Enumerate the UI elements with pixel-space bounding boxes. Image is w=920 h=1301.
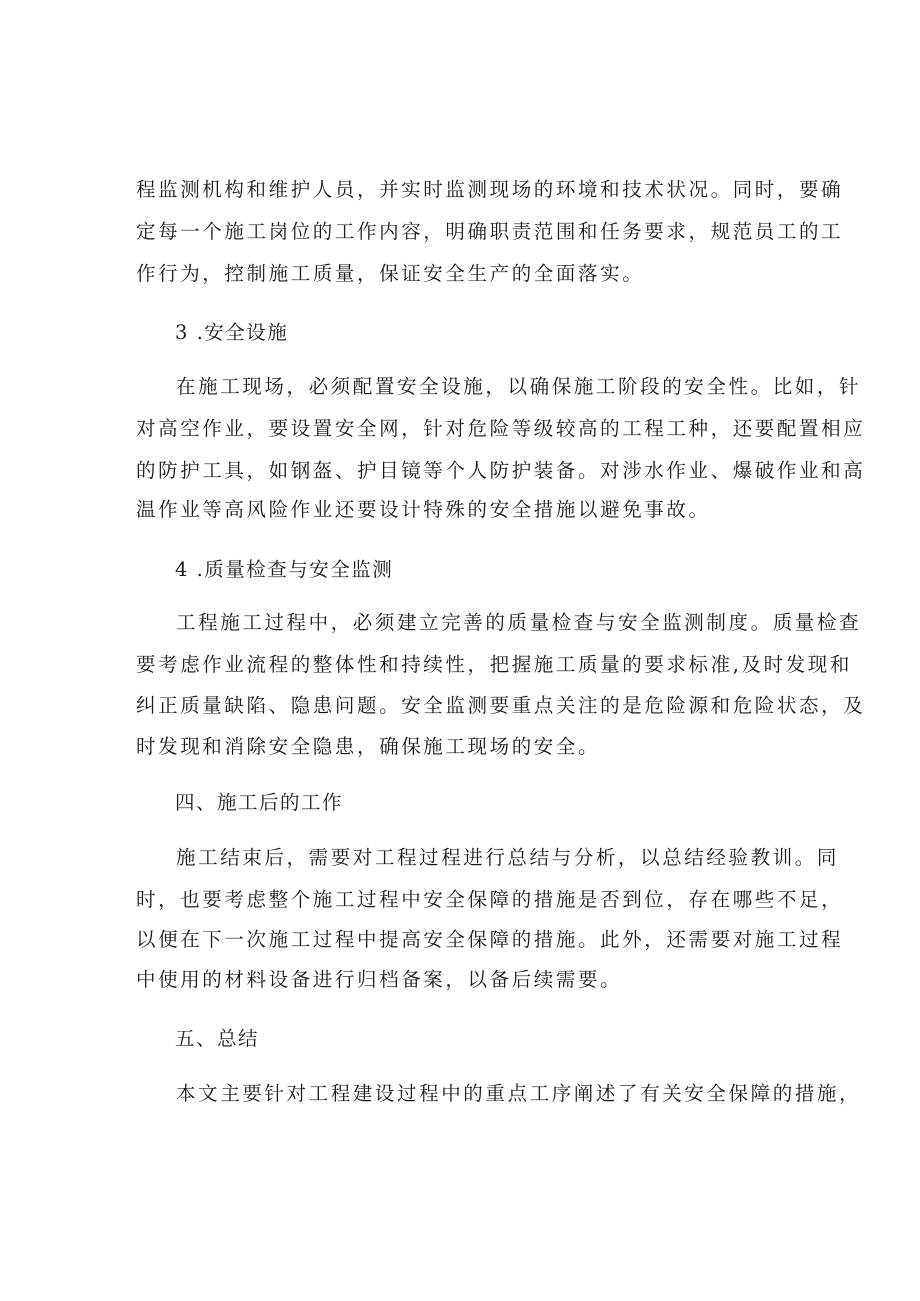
- paragraph-line: 的防护工具，如钢盔、护目镜等个人防护装备。对涉水作业、爆破作业和高: [136, 459, 866, 482]
- paragraph-line: 在施工现场，必须配置安全设施，以确保施工阶段的安全性。比如，针: [176, 375, 862, 398]
- paragraph-line: 作行为，控制施工质量，保证安全生产的全面落实。: [136, 262, 645, 285]
- paragraph-line: 时，也要考虑整个施工过程中安全保障的措施是否到位，存在哪些不足，: [136, 888, 844, 911]
- section-heading: 3 .安全设施: [175, 321, 289, 344]
- paragraph-line: 施工结束后，需要对工程过程进行总结与分析，以总结经验教训。同: [176, 846, 840, 869]
- paragraph-line: 对高空作业，要设置安全网，针对危险等级较高的工程工种，还要配置相应: [136, 417, 866, 440]
- paragraph-line: 工程施工过程中，必须建立完善的质量检查与安全监测制度。质量检查: [176, 611, 862, 634]
- paragraph-line: 程监测机构和维护人员，并实时监测现场的环境和技术状况。同时，要确: [136, 178, 844, 201]
- section-heading: 四、施工后的工作: [175, 791, 344, 814]
- paragraph-line: 定每一个施工岗位的工作内容，明确职责范围和任务要求，规范员工的工: [136, 220, 844, 243]
- paragraph-line: 中使用的材料设备进行归档备案，以备后续需要。: [136, 968, 623, 991]
- paragraph-line: 温作业等高风险作业还要设计特殊的安全措施以避免事故。: [136, 498, 711, 521]
- paragraph-line: 时发现和消除安全隐患，确保施工现场的安全。: [136, 735, 601, 758]
- paragraph-line: 以便在下一次施工过程中提高安全保障的措施。此外，还需要对施工过程: [136, 928, 844, 951]
- paragraph-line: 要考虑作业流程的整体性和持续性，把握施工质量的要求标准,及时发现和: [136, 653, 852, 676]
- section-heading: 五、总结: [175, 1027, 260, 1050]
- paragraph-line: 纠正质量缺陷、隐患问题。安全监测要重点关注的是危险源和危险状态，及: [136, 694, 866, 717]
- paragraph-line: 本文主要针对工程建设过程中的重点工序阐述了有关安全保障的措施，: [176, 1082, 862, 1105]
- section-heading: 4 .质量检查与安全监测: [175, 558, 394, 581]
